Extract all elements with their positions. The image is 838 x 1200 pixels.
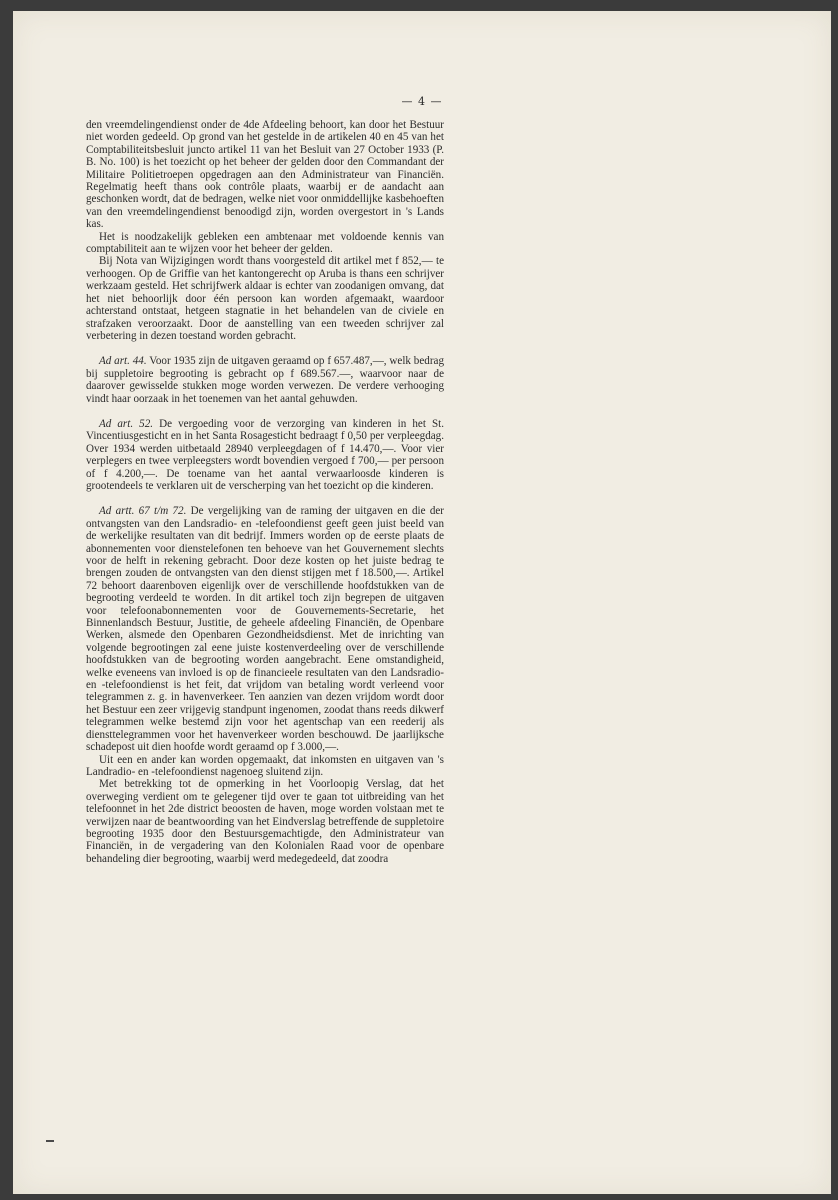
document-page — [13, 11, 831, 1194]
body-text — [86, 119, 444, 865]
paragraph-text: den vreemdelingendienst onder de 4de Afdeeling behoort, kan door het Bestuur niet worden gedeeld. Op grond van het gestelde in de artikelen 40 en 45 van het Comptabiliteitsbesluit juncto artikel 11 van het Besluit van 27 October 1933 (P. B. No. 100) is het toezicht op het beheer der gelden door den Commandant der Militaire Politietroepen opgedragen aan den Administrateur van Financiën. Regelmatig heeft thans ook contrôle plaats, waarbij er de aandacht aan geschonken wordt, dat de bedragen, welke niet voor onmiddellijke kasbehoeften van den vreemdelingendienst benoodigd zijn, worden overgestort in 's Lands kas. — [86, 119, 444, 231]
paragraph-1 — [86, 119, 444, 231]
paragraph-ad-art-44 — [86, 355, 444, 405]
page-number: — 4 — — [401, 95, 443, 108]
article-reference: Ad art. 44. — [99, 355, 147, 368]
paragraph-text: Uit een en ander kan worden opgemaakt, dat inkomsten en uitgaven van 's Landradio- en -telefoondienst nagenoeg sluitend zijn. — [86, 753, 444, 778]
paragraph-text: Het is noodzakelijk gebleken een ambtenaar met voldoende kennis van comptabiliteit aan te wijzen voor het beheer der gelden. — [86, 230, 444, 256]
paragraph-text: De vergelijking van de raming der uitgaven en die der ontvangsten van den Landsradio- en -telefoondienst geeft geen juist beeld van de werkelijke resultaten van dit bedrijf. Immers worden op de eerste plaats de abonnementen voor dienstelefonen ten behoeve van het Gouvernement slechts voor de helft in rekening gebracht. Door deze kosten op het juiste bedrag te brengen zouden de ontvangsten van den dienst stijgen met f 18.500,—. Artikel 72 behoort daarenboven eigenlijk over de verschillende hoofdstukken van de begrooting verdeeld te worden. In dit artikel toch zijn begrepen de uitgaven voor telefoonabonnementen voor de Gouvernements-Secretarie, het Binnenlandsch Bestuur, Justitie, de geheele afdeeling Financiën, de Openbare Werken, alsmede den Openbaren Gezondheidsdienst. Met de inrichting van volgende begrootingen zal eene juiste kostenverdeeling over de verschillende hoofdstukken van de begrooting worden aangebracht. Eene omstandigheid, welke eveneens van invloed is op de financieele resultaten van den Landsradio- en -telefoondienst is het feit, dat vrijdom van betaling wordt verleend voor telegrammen z. g. in havenverkeer. Ten aanzien van dezen vrijdom wordt door het Bestuur een zeer vrijgevig standpunt ingenomen, zoodat thans reeds dikwerf telegrammen welke bestemd zijn voor het agentschap van een reederij als diensttelegrammen voor het havenverkeer worden beschouwd. De jaarlijksche schadepost uit dien hoofde wordt geraamd op f 3.000,—. — [86, 505, 444, 754]
paragraph-8 — [86, 778, 444, 865]
paragraph-3 — [86, 255, 444, 342]
article-reference: Ad artt. 67 t/m 72. — [99, 505, 187, 518]
paragraph-text: Voor 1935 zijn de uitgaven geraamd op f 657.487,—, welk bedrag bij suppletoire begrooting is gebracht op f 689.567.—, waarvoor naar de daarover gewisselde stukken moge worden verwezen. De verdere verhooging vindt haar oorzaak in het toenemen van het aantal gehuwden. — [86, 355, 444, 405]
paragraph-text: Met betrekking tot de opmerking in het Voorloopig Verslag, dat het overweging verdient om te gelegener tijd over te gaan tot uitbreiding van het telefoonnet in het 2de district beoosten de haven, moge worden volstaan met te verwijzen naar de beantwoording van het Eindverslag betreffende de suppletoire begrooting 1935 door den Bestuursgemachtigde, den Administrateur van Financiën, in de vergadering van den Kolonialen Raad voor de openbare behandeling dier begrooting, waarbij werd medegedeeld, dat zoodra — [86, 778, 444, 865]
article-reference: Ad art. 52. — [99, 417, 154, 430]
paragraph-ad-art-52 — [86, 418, 444, 492]
paragraph-text: Bij Nota van Wijzigingen wordt thans voorgesteld dit artikel met f 852,— te verhoogen. Op de Griffie van het kantongerecht op Aruba is thans een schrijver werkzaam gesteld. Het schrijfwerk aldaar is echter van zoodanigen omvang, dat het niet behoorlijk door één persoon kan worden afgemaakt, waardoor achterstand ontstaat, hetgeen stagnatie in het behandelen van de civiele en strafzaken veroorzaakt. Door de aanstelling van een tweeden schrijver zal verbetering in dezen toestand worden gebracht. — [86, 255, 444, 342]
paragraph-text: De vergoeding voor de verzorging van kinderen in het St. Vincentiusgesticht en in het Santa Rosagesticht bedraagt f 0,50 per verpleegdag. Over 1934 werden uitbetaald 28940 verpleegdagen of f 14.470,—. Voor vier verplegers en twee verpleegsters wordt bovendien vergoed f 700,— per persoon of f 4.200,—. De toename van het aantal verwaarloosde kinderen is grootendeels te verklaren uit de verscherping van het toezicht op die kinderen. — [86, 417, 444, 492]
margin-mark — [46, 1140, 54, 1142]
paragraph-2 — [86, 231, 444, 256]
paragraph-ad-artt-67-72 — [86, 505, 444, 753]
paragraph-7 — [86, 754, 444, 779]
